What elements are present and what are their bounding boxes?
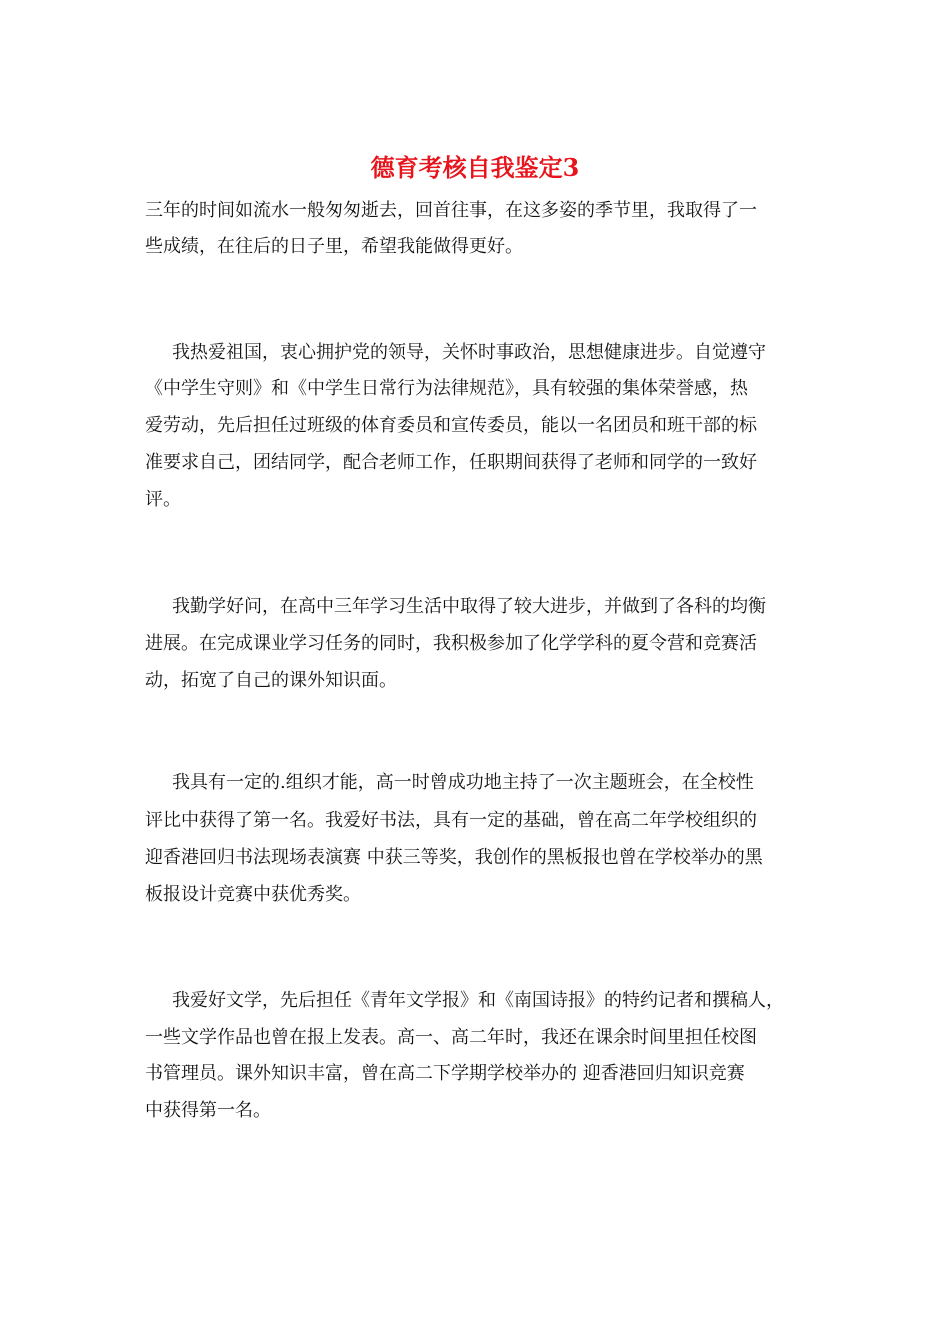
para2-line-1: 我勤学好问，在高中三年学习生活中取得了较大进步，并做到了各科的均衡 [172,596,766,617]
para4-line-3: 书管理员。课外知识丰富，曾在高二下学期学校举办的 迎香港回归知识竞赛 [145,1063,745,1084]
para1-line-4: 准要求自己，团结同学，配合老师工作，任职期间获得了老师和同学的一致好 [145,452,757,473]
para3-line-3: 迎香港回归书法现场表演赛 中获三等奖，我创作的黑板报也曾在学校举办的黑 [145,847,763,868]
para4-line-2: 一些文学作品也曾在报上发表。高一、高二年时，我还在课余时间里担任校图 [145,1027,757,1048]
para4-line-4: 中获得第一名。 [145,1100,271,1121]
para3-line-1: 我具有一定的.组织才能，高一时曾成功地主持了一次主题班会，在全校性 [172,772,754,793]
para1-line-2: 《中学生守则》和《中学生日常行为法律规范》，具有较强的集体荣誉感，热 [145,378,748,399]
para2-line-3: 动，拓宽了自己的课外知识面。 [145,670,397,691]
para1-line-1: 我热爱祖国，衷心拥护党的领导，关怀时事政治，思想健康进步。自觉遵守 [172,342,766,363]
para3-line-4: 板报设计竞赛中获优秀奖。 [145,884,361,905]
para4-line-1: 我爱好文学，先后担任《青年文学报》和《南国诗报》的特约记者和撰稿人， [172,990,784,1011]
para1-line-5: 评。 [145,489,181,510]
para1-line-3: 爱劳动，先后担任过班级的体育委员和宣传委员，能以一名团员和班干部的标 [145,415,757,436]
intro-line-1: 三年的时间如流水一般匆匆逝去，回首往事，在这多姿的季节里，我取得了一 [145,200,757,221]
para2-line-2: 进展。在完成课业学习任务的同时，我积极参加了化学学科的夏令营和竞赛活 [145,633,757,654]
intro-line-2: 些成绩，在往后的日子里，希望我能做得更好。 [145,236,523,257]
para3-line-2: 评比中获得了第一名。我爱好书法，具有一定的基础，曾在高二年学校组织的 [145,810,757,831]
document-title: 德育考核自我鉴定3 [370,153,580,182]
